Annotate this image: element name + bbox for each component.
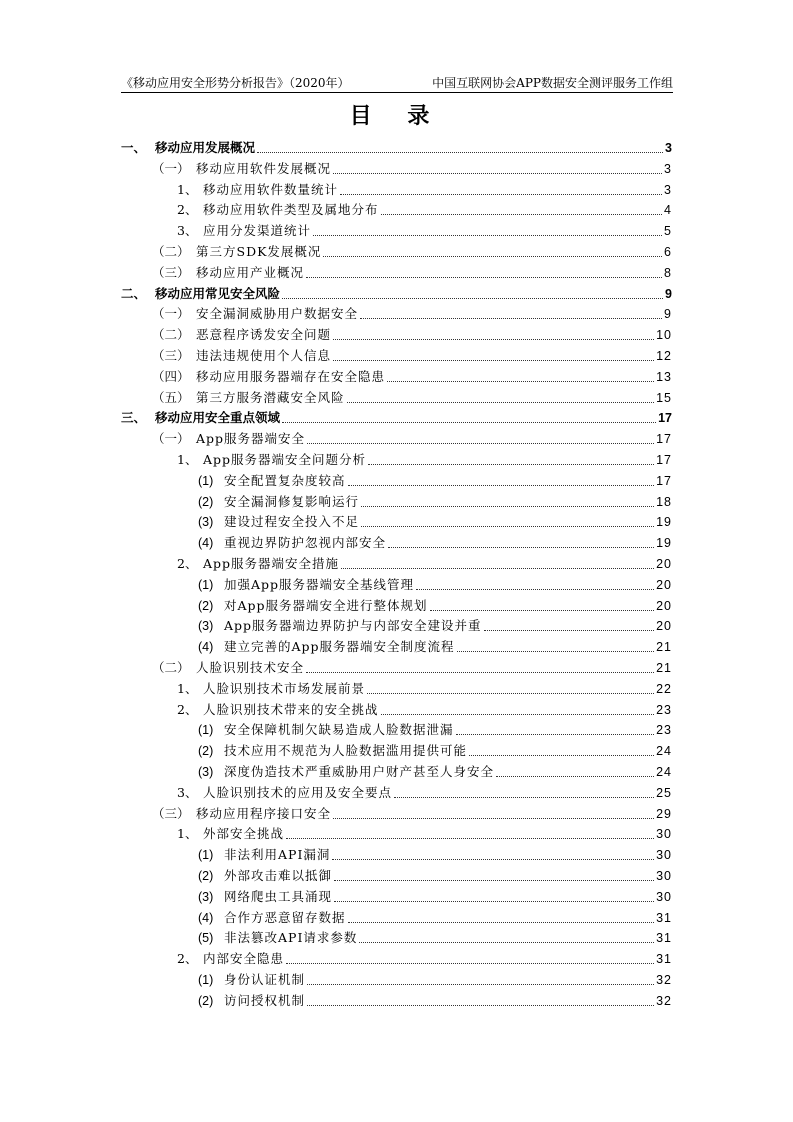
toc-entry-label bbox=[152, 325, 331, 345]
toc-page-number: 31 bbox=[656, 931, 672, 946]
toc-entry-label bbox=[198, 637, 455, 657]
toc-entry-number: (5) bbox=[198, 931, 214, 946]
report-title-header: 《移动应用安全形势分析报告》（2020年） bbox=[121, 76, 350, 90]
toc-entry-number: （二） bbox=[152, 660, 190, 675]
dot-leader bbox=[332, 859, 654, 860]
organization-header: 中国互联网协会APP数据安全测评服务工作组 bbox=[432, 76, 673, 90]
toc-entry-number: (4) bbox=[198, 536, 214, 551]
dot-leader bbox=[469, 755, 654, 756]
toc-entry-label bbox=[198, 720, 454, 740]
toc-page-number: 20 bbox=[656, 619, 672, 634]
toc-entry[interactable] bbox=[198, 533, 672, 553]
toc-entry-text: 第三方服务潜藏安全风险 bbox=[196, 389, 345, 405]
toc-entry-text: 安全保障机制欠缺易造成人脸数据泄漏 bbox=[224, 722, 454, 738]
dot-leader bbox=[359, 942, 654, 943]
toc-entry[interactable] bbox=[177, 200, 672, 220]
toc-entry-number: （四） bbox=[152, 368, 190, 384]
toc-page-number: 3 bbox=[664, 161, 672, 176]
toc-entry-label bbox=[152, 658, 304, 678]
toc-entry[interactable] bbox=[152, 304, 672, 324]
toc-entry-text: 移动应用软件类型及属地分布 bbox=[203, 202, 379, 218]
toc-page-number: 3 bbox=[665, 141, 672, 155]
toc-page-number: 4 bbox=[664, 203, 672, 218]
toc-entry-number: (4) bbox=[198, 640, 214, 655]
toc-entry-text: 应用分发渠道统计 bbox=[203, 223, 312, 239]
dot-leader bbox=[340, 194, 662, 195]
toc-entry-number: （一） bbox=[152, 160, 190, 176]
toc-page-number: 30 bbox=[656, 869, 672, 883]
toc-entry-label bbox=[177, 679, 365, 699]
dot-leader bbox=[307, 984, 654, 985]
toc-entry-text: 移动应用软件数量统计 bbox=[203, 181, 339, 197]
dot-leader bbox=[387, 381, 654, 382]
toc-entry-number: 1、 bbox=[177, 826, 198, 842]
toc-page-number: 12 bbox=[656, 349, 672, 363]
toc-entry-label bbox=[198, 887, 332, 907]
toc-page-number: 19 bbox=[656, 536, 672, 551]
toc-entry-label bbox=[177, 200, 379, 220]
dot-leader bbox=[367, 693, 654, 694]
dot-leader bbox=[257, 152, 663, 153]
dot-leader bbox=[347, 402, 655, 403]
toc-entry-label bbox=[177, 221, 311, 241]
toc-entry[interactable] bbox=[121, 284, 672, 304]
toc-page-number: 20 bbox=[656, 577, 672, 592]
toc-entry-text: 网络爬虫工具涌现 bbox=[224, 888, 333, 904]
dot-leader bbox=[388, 547, 654, 548]
toc-page-number: 23 bbox=[656, 702, 672, 717]
toc-entry-text: 安全漏洞修复影响运行 bbox=[224, 493, 360, 509]
toc-entry-text: 访问授权机制 bbox=[224, 992, 306, 1008]
toc-entry[interactable] bbox=[198, 866, 672, 886]
dot-leader bbox=[430, 610, 655, 611]
toc-page-number: 20 bbox=[656, 598, 672, 613]
toc-entry[interactable] bbox=[198, 762, 672, 782]
toc-entry-label bbox=[152, 242, 321, 262]
toc-page-number: 21 bbox=[656, 661, 672, 675]
dot-leader bbox=[333, 818, 654, 819]
page-title: 目 录 bbox=[349, 104, 444, 129]
toc-entry[interactable] bbox=[198, 970, 672, 990]
dot-leader bbox=[360, 318, 662, 319]
toc-entry-text: 移动应用程序接口安全 bbox=[196, 805, 332, 821]
toc-entry-number: (2) bbox=[198, 993, 214, 1008]
toc-page-number: 9 bbox=[665, 286, 672, 301]
toc-entry-text: 移动应用产业概况 bbox=[196, 264, 305, 280]
toc-entry-label bbox=[152, 429, 305, 449]
toc-page-number: 3 bbox=[664, 182, 672, 197]
toc-page-number: 15 bbox=[656, 390, 672, 405]
toc-entry[interactable] bbox=[177, 221, 672, 241]
toc-entry-number: （二） bbox=[152, 244, 190, 259]
dot-leader bbox=[282, 422, 656, 423]
toc-page-number: 19 bbox=[656, 515, 672, 530]
toc-entry[interactable] bbox=[177, 824, 672, 844]
toc-entry-label bbox=[152, 388, 345, 408]
toc-entry-label bbox=[177, 700, 379, 720]
toc-entry-text: 外部安全挑战 bbox=[203, 826, 285, 842]
toc-entry-label bbox=[198, 575, 414, 595]
dot-leader bbox=[334, 901, 654, 902]
toc-entry[interactable] bbox=[152, 263, 672, 283]
toc-entry[interactable] bbox=[198, 741, 672, 761]
toc-entry-label bbox=[198, 492, 359, 512]
toc-entry-label bbox=[121, 138, 255, 158]
toc-entry-label bbox=[152, 159, 331, 179]
toc-entry[interactable] bbox=[198, 492, 672, 512]
toc-entry-number: 1、 bbox=[177, 181, 198, 197]
toc-entry[interactable] bbox=[121, 138, 672, 158]
toc-entry[interactable] bbox=[198, 471, 672, 491]
toc-entry-text: App服务器端安全 bbox=[196, 431, 306, 447]
toc-entry-label bbox=[177, 783, 392, 803]
dot-leader bbox=[306, 277, 662, 278]
dot-leader bbox=[313, 235, 662, 236]
toc-page-number: 23 bbox=[656, 723, 672, 738]
toc-entry-number: (2) bbox=[198, 598, 214, 613]
toc-entry[interactable] bbox=[198, 512, 672, 532]
toc-entry-number: 2、 bbox=[177, 951, 198, 967]
toc-page-number: 24 bbox=[656, 744, 672, 759]
toc-entry-label bbox=[152, 804, 331, 824]
toc-entry-text: 非法利用API漏洞 bbox=[224, 847, 331, 863]
toc-entry-text: 非法篡改API请求参数 bbox=[224, 930, 358, 946]
dot-leader bbox=[496, 776, 654, 777]
toc-entry-text: 人脸识别技术市场发展前景 bbox=[203, 680, 366, 696]
dot-leader bbox=[334, 880, 654, 881]
toc-entry-label bbox=[152, 304, 358, 324]
dot-leader bbox=[307, 1005, 654, 1006]
toc-entry-text: 安全漏洞威胁用户数据安全 bbox=[196, 306, 359, 322]
header-divider bbox=[121, 92, 673, 93]
toc-entry-number: （二） bbox=[152, 327, 190, 343]
toc-entry-number: (2) bbox=[198, 869, 214, 883]
toc-entry-text: 对App服务器端安全进行整体规划 bbox=[224, 597, 428, 613]
toc-entry-label bbox=[121, 284, 280, 304]
toc-page-number: 30 bbox=[656, 827, 672, 842]
toc-entry-text: 移动应用服务器端存在安全隐患 bbox=[196, 368, 386, 384]
toc-entry[interactable] bbox=[121, 408, 672, 428]
dot-leader bbox=[333, 360, 654, 361]
toc-entry-text: 移动应用安全重点领域 bbox=[155, 410, 281, 426]
toc-entry-label bbox=[177, 949, 284, 969]
toc-page-number: 25 bbox=[656, 785, 672, 800]
toc-page-number: 30 bbox=[656, 889, 672, 904]
toc-entry-text: 违法违规使用个人信息 bbox=[196, 348, 332, 363]
toc-entry[interactable] bbox=[152, 242, 672, 262]
toc-page-number: 5 bbox=[664, 224, 672, 239]
toc-page-number: 9 bbox=[664, 307, 672, 322]
toc-entry-number: (3) bbox=[198, 889, 214, 904]
toc-entry-number: 1、 bbox=[177, 680, 198, 696]
toc-entry-text: 深度伪造技术严重威胁用户财产甚至人身安全 bbox=[224, 764, 495, 779]
dot-leader bbox=[416, 589, 654, 590]
toc-page-number: 32 bbox=[656, 973, 672, 987]
toc-entry[interactable] bbox=[198, 991, 672, 1011]
toc-entry-number: 2、 bbox=[177, 701, 198, 717]
dot-leader bbox=[361, 506, 654, 507]
toc-entry-label bbox=[177, 450, 366, 470]
toc-entry[interactable] bbox=[177, 783, 672, 803]
toc-entry[interactable] bbox=[198, 720, 672, 740]
toc-entry-number: 1、 bbox=[177, 452, 198, 467]
toc-entry[interactable] bbox=[198, 596, 672, 616]
dot-leader bbox=[286, 838, 654, 839]
toc-entry-number: (4) bbox=[198, 910, 214, 925]
toc-entry-label bbox=[198, 616, 482, 636]
toc-entry-text: 重视边界防护忽视内部安全 bbox=[224, 535, 387, 551]
toc-entry-text: 人脸识别技术带来的安全挑战 bbox=[203, 701, 379, 717]
toc-entry-number: （三） bbox=[152, 805, 190, 821]
toc-entry-number: （五） bbox=[152, 389, 190, 405]
toc-entry-label bbox=[177, 824, 284, 844]
toc-entry-label bbox=[198, 762, 494, 782]
toc-entry-label bbox=[152, 346, 331, 366]
toc-entry-number: 3、 bbox=[177, 223, 198, 239]
toc-entry[interactable] bbox=[152, 804, 672, 824]
toc-page-number: 31 bbox=[656, 952, 672, 967]
dot-leader bbox=[306, 672, 654, 673]
toc-entry-text: 人脸识别技术的应用及安全要点 bbox=[203, 784, 393, 800]
toc-entry-label bbox=[198, 991, 305, 1011]
dot-leader bbox=[348, 485, 655, 486]
toc-entry[interactable] bbox=[198, 928, 672, 948]
toc-entry-text: 移动应用常见安全风险 bbox=[155, 285, 281, 301]
toc-entry-label bbox=[198, 533, 386, 553]
toc-entry-number: (1) bbox=[198, 723, 214, 738]
toc-entry-text: 技术应用不规范为人脸数据滥用提供可能 bbox=[224, 743, 468, 759]
toc-entry[interactable] bbox=[152, 346, 672, 366]
toc-entry-label bbox=[198, 866, 332, 886]
toc-entry[interactable] bbox=[152, 658, 672, 678]
dot-leader bbox=[333, 339, 654, 340]
dot-leader bbox=[323, 256, 662, 257]
toc-page-number: 13 bbox=[656, 369, 672, 384]
dot-leader bbox=[381, 714, 655, 715]
toc-entry-number: (1) bbox=[198, 577, 214, 592]
toc-entry[interactable] bbox=[177, 679, 672, 699]
toc-entry-text: 安全配置复杂度较高 bbox=[224, 472, 346, 488]
dot-leader bbox=[456, 734, 655, 735]
dot-leader bbox=[348, 922, 655, 923]
toc-page-number: 31 bbox=[656, 910, 672, 925]
toc-entry-number: （一） bbox=[152, 306, 190, 322]
toc-entry-text: 建设过程安全投入不足 bbox=[224, 514, 360, 530]
toc-page-number: 29 bbox=[656, 806, 672, 821]
toc-entry-number: (2) bbox=[198, 494, 214, 509]
toc-entry-number: （一） bbox=[152, 431, 190, 447]
dot-leader bbox=[394, 797, 654, 798]
toc-entry-label bbox=[198, 741, 467, 761]
toc-entry-label bbox=[198, 908, 346, 928]
toc-entry-label bbox=[121, 408, 280, 428]
toc-page-number: 20 bbox=[656, 557, 672, 571]
toc-entry-text: 人脸识别技术安全 bbox=[196, 660, 305, 675]
toc-page-number: 6 bbox=[664, 245, 672, 259]
toc-entry-label bbox=[198, 471, 346, 491]
toc-entry-number: (3) bbox=[198, 515, 214, 530]
toc-entry-number: (1) bbox=[198, 973, 214, 987]
toc-entry-number: (1) bbox=[198, 473, 214, 488]
toc-entry-label bbox=[198, 512, 359, 532]
toc-entry[interactable] bbox=[177, 700, 672, 720]
dot-leader bbox=[307, 443, 654, 444]
toc-entry-number: (3) bbox=[198, 619, 214, 634]
toc-entry-text: 内部安全隐患 bbox=[203, 951, 285, 967]
toc-entry-label bbox=[152, 263, 304, 283]
toc-entry-number: 三、 bbox=[121, 410, 147, 426]
dot-leader bbox=[282, 298, 663, 299]
toc-entry-text: App服务器端安全措施 bbox=[203, 556, 340, 571]
toc-entry[interactable] bbox=[177, 554, 672, 574]
toc-entry[interactable] bbox=[152, 388, 672, 408]
dot-leader bbox=[361, 526, 654, 527]
toc-entry-text: App服务器端边界防护与内部安全建设并重 bbox=[224, 618, 482, 634]
toc-entry-label bbox=[152, 367, 385, 387]
toc-page-number: 10 bbox=[656, 328, 672, 343]
toc-entry-text: App服务器端安全问题分析 bbox=[203, 452, 367, 467]
toc-entry-label bbox=[198, 928, 357, 948]
toc-page-number: 30 bbox=[656, 848, 672, 863]
dot-leader bbox=[341, 568, 654, 569]
toc-entry-label bbox=[177, 554, 339, 574]
toc-entry-number: （三） bbox=[152, 348, 190, 363]
toc-entry[interactable] bbox=[152, 429, 672, 449]
toc-entry-number: (1) bbox=[198, 848, 214, 863]
toc-entry[interactable] bbox=[152, 159, 672, 179]
toc-entry-label bbox=[198, 845, 330, 865]
toc-entry-label bbox=[198, 970, 305, 990]
toc-entry-text: 外部攻击难以抵御 bbox=[224, 868, 333, 883]
toc-page-number: 18 bbox=[656, 494, 672, 509]
toc-entry[interactable] bbox=[177, 949, 672, 969]
toc-entry[interactable] bbox=[152, 367, 672, 387]
toc-page-number: 21 bbox=[656, 640, 672, 655]
toc-entry-text: 移动应用发展概况 bbox=[155, 140, 256, 155]
toc-page-number: 17 bbox=[656, 432, 672, 447]
toc-entry[interactable] bbox=[177, 180, 672, 200]
toc-entry-number: (2) bbox=[198, 744, 214, 759]
toc-page-number: 24 bbox=[656, 765, 672, 779]
toc-entry-number: 2、 bbox=[177, 556, 198, 571]
toc-entry-number: 3、 bbox=[177, 784, 198, 800]
dot-leader bbox=[457, 651, 655, 652]
toc-page-number: 17 bbox=[656, 473, 672, 488]
page-header bbox=[121, 74, 673, 92]
dot-leader bbox=[286, 963, 654, 964]
dot-leader bbox=[333, 173, 662, 174]
toc-entry[interactable] bbox=[198, 908, 672, 928]
toc-entry-number: 一、 bbox=[121, 140, 147, 155]
toc-entry-number: 2、 bbox=[177, 202, 198, 218]
toc-entry[interactable] bbox=[198, 845, 672, 865]
toc-entry-text: 合作方恶意留存数据 bbox=[224, 909, 346, 925]
toc-entry-number: （三） bbox=[152, 264, 190, 280]
toc-page-number: 32 bbox=[656, 993, 672, 1008]
toc-page-number: 17 bbox=[658, 411, 672, 426]
toc-entry-text: 第三方SDK发展概况 bbox=[196, 244, 322, 259]
toc-entry-text: 移动应用软件发展概况 bbox=[196, 160, 332, 176]
toc-entry[interactable] bbox=[198, 637, 672, 657]
toc-entry-text: 身份认证机制 bbox=[224, 972, 306, 987]
toc-entry[interactable] bbox=[198, 616, 672, 636]
toc-entry-text: 建立完善的App服务器端安全制度流程 bbox=[224, 639, 455, 655]
toc-entry[interactable] bbox=[152, 325, 672, 345]
toc-entry[interactable] bbox=[198, 887, 672, 907]
toc-entry-label bbox=[177, 180, 338, 200]
toc-entry-text: 恶意程序诱发安全问题 bbox=[196, 327, 332, 343]
toc-page-number: 17 bbox=[656, 453, 672, 467]
dot-leader bbox=[381, 214, 663, 215]
dot-leader bbox=[368, 464, 654, 465]
toc-entry[interactable] bbox=[177, 450, 672, 470]
toc-entry-text: 加强App服务器端安全基线管理 bbox=[224, 576, 415, 592]
toc-entry-number: (3) bbox=[198, 765, 214, 779]
dot-leader bbox=[484, 630, 655, 631]
toc-entry-label bbox=[198, 596, 428, 616]
toc-entry-number: 二、 bbox=[121, 285, 147, 301]
toc-page-number: 22 bbox=[656, 681, 672, 696]
toc-entry[interactable] bbox=[198, 575, 672, 595]
toc-page-number: 8 bbox=[664, 265, 672, 280]
